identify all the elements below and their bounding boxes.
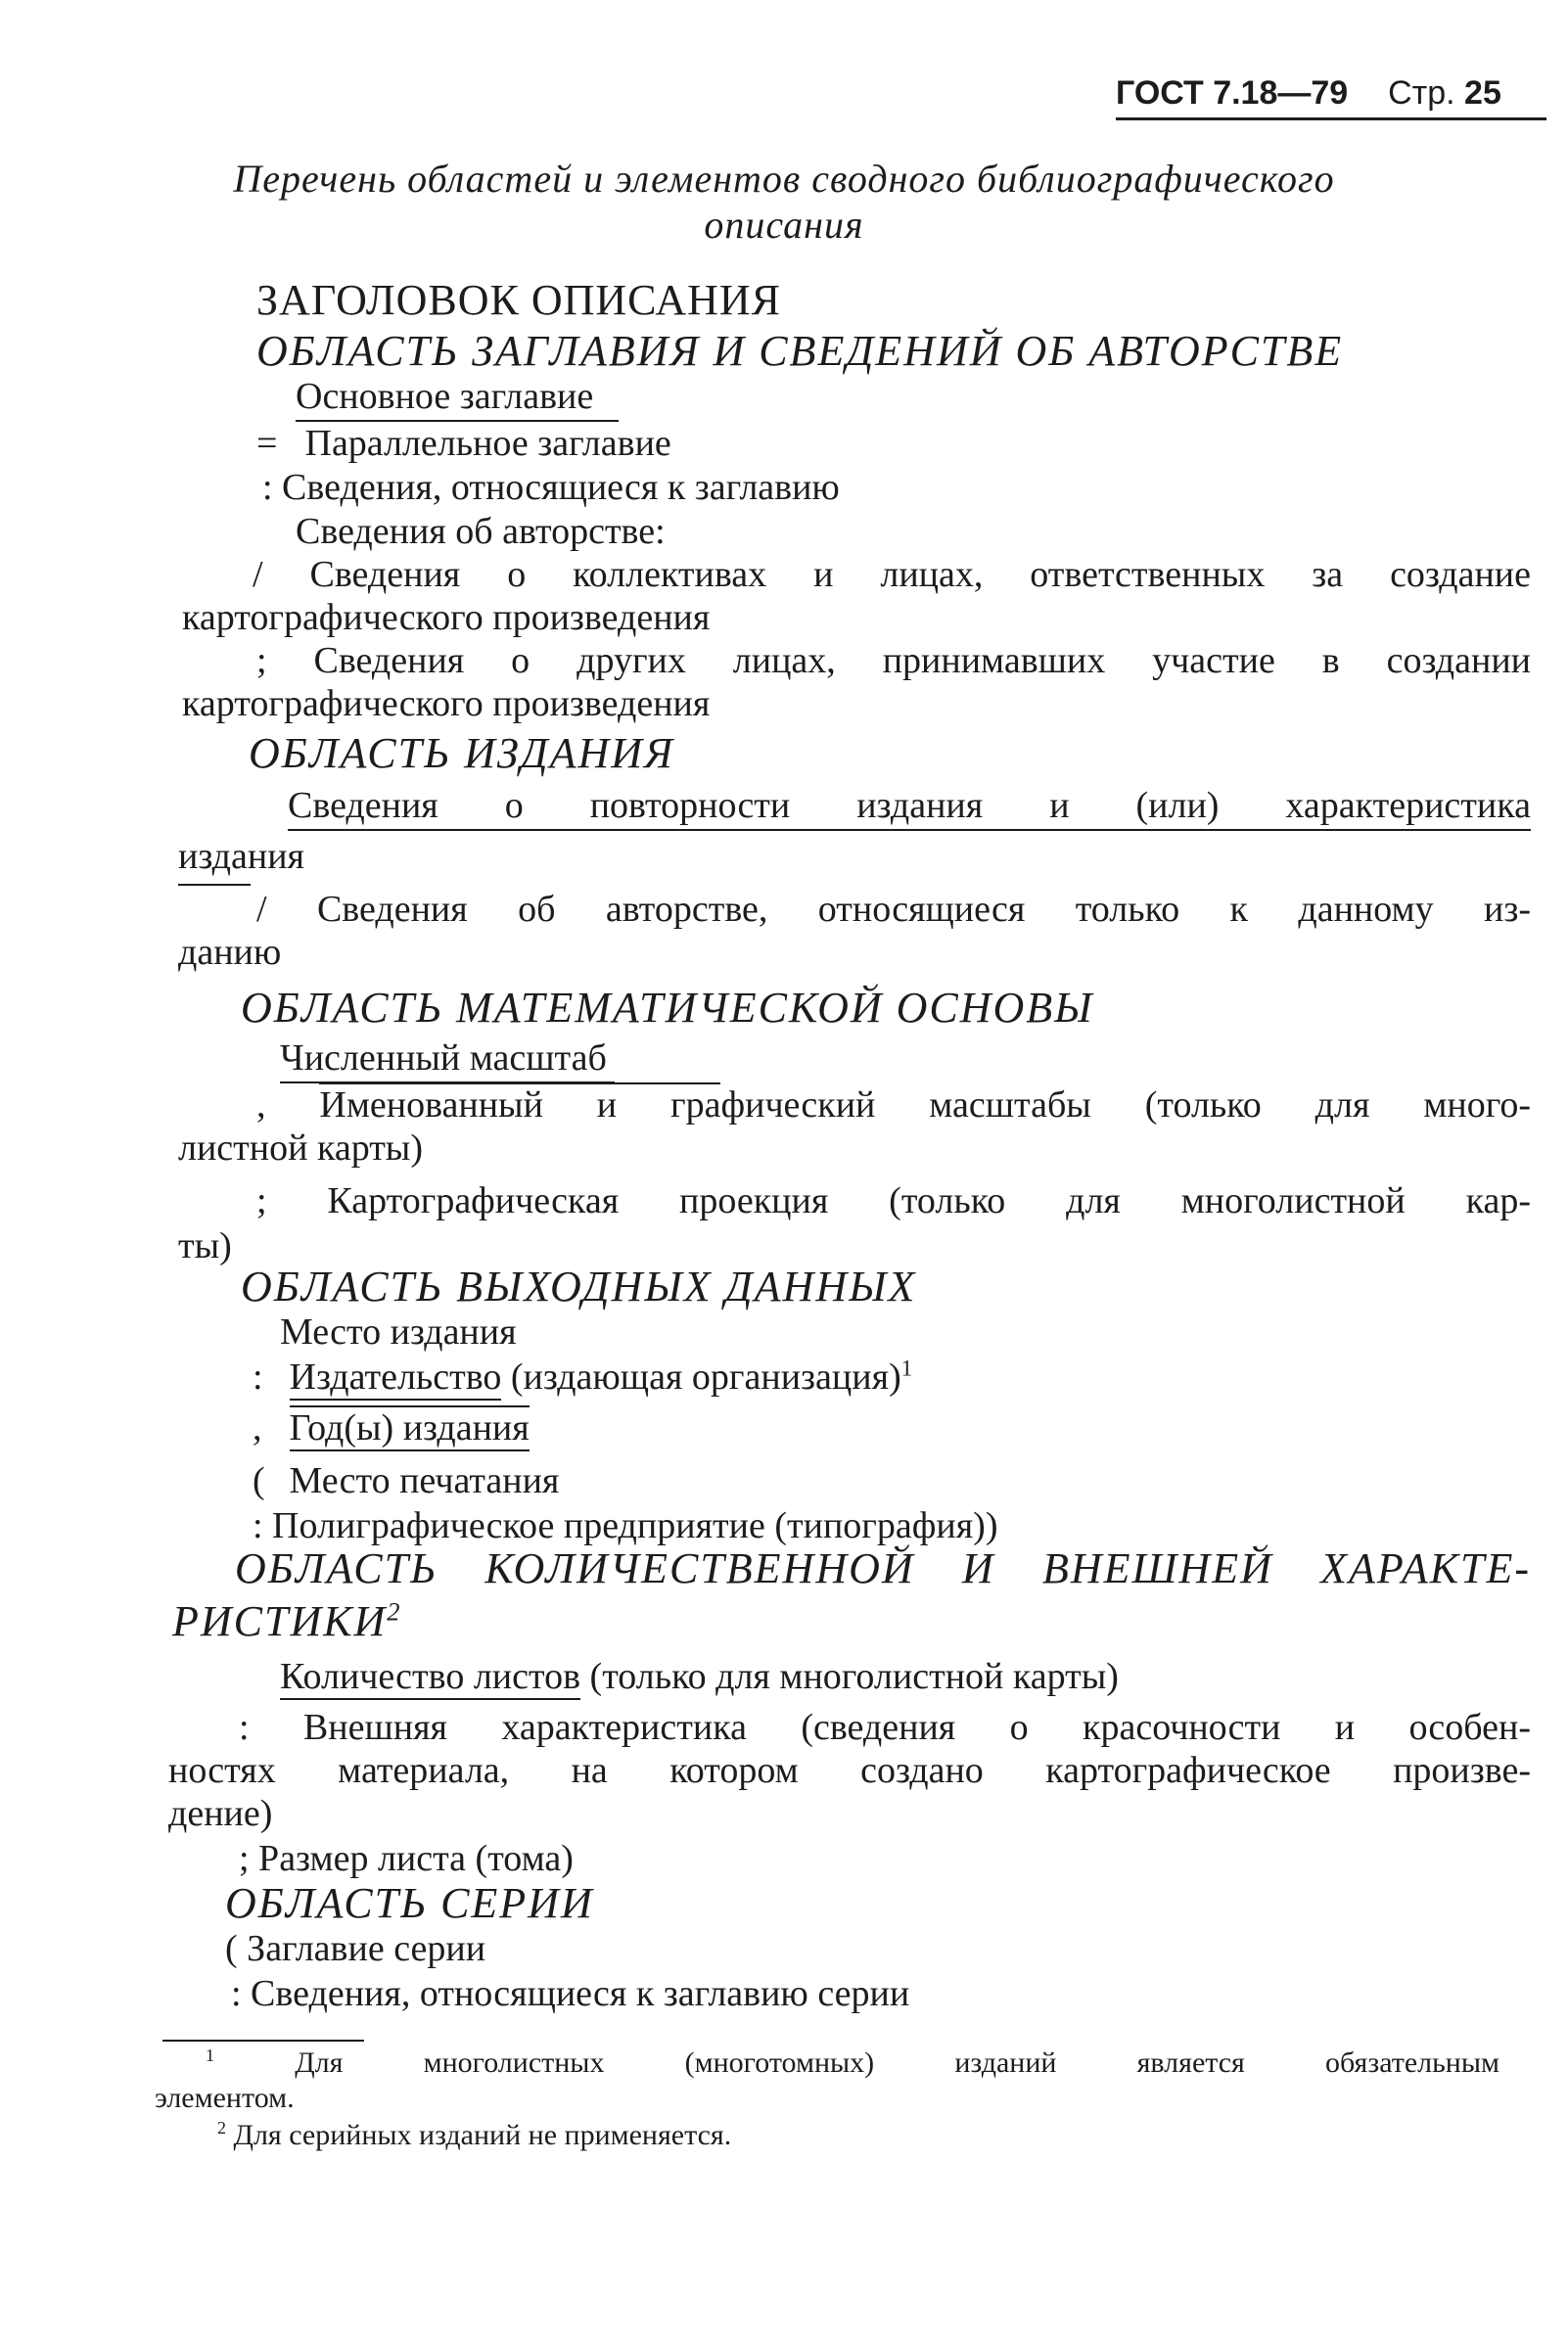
series-info-element: : Сведения, относящиеся к заглавию серии	[231, 1973, 910, 2014]
footnote-ref-2: 2	[387, 1596, 402, 1627]
projection-element: ; Картографическая проекция (только для многолистной кар-	[256, 1180, 1531, 1221]
footnote-2: $^2$ Для серийных изданий не применяется.	[217, 2118, 732, 2151]
footnote-separator	[162, 2040, 364, 2042]
header-rule	[1116, 117, 1546, 120]
edition-authorship-element-cont: данию	[178, 932, 282, 973]
edition-authorship-element: / Сведения об авторстве, относящиеся только к данному из-	[256, 889, 1531, 930]
page-title: Перечень областей и элементов сводного библиографического	[233, 157, 1335, 201]
other-persons-element-cont: картографического произведения	[182, 683, 711, 724]
parallel-title-element: = Параллельное заглавие	[256, 423, 671, 464]
external-element-end: дение)	[168, 1793, 273, 1834]
equals-sign: =	[256, 423, 278, 464]
page-number: 25	[1464, 74, 1501, 112]
page-title-cont: описания	[704, 203, 864, 247]
numeric-scale-element: Численный масштаб	[280, 1035, 615, 1083]
other-persons-element: ; Сведения о других лицах, принимавших участие в создании	[256, 640, 1531, 681]
edition-statement-rule	[178, 884, 251, 886]
series-area-heading: ОБЛАСТЬ СЕРИИ	[225, 1879, 594, 1927]
responsible-element: / Сведения о коллективах и лицах, ответственных за создание	[253, 554, 1531, 595]
year-element: , Год(ы) издания	[253, 1405, 530, 1450]
size-element: ; Размер листа (тома)	[239, 1838, 574, 1879]
other-title-info-element: : Сведения, относящиеся к заглавию	[262, 467, 840, 508]
physical-area-heading: ОБЛАСТЬ КОЛИЧЕСТВЕННОЙ И ВНЕШНЕЙ ХАРАКТЕ-	[235, 1544, 1531, 1592]
sheets-element: Количество листов (только для многолистной карты)	[280, 1654, 1119, 1699]
title-area-heading: ОБЛАСТЬ ЗАГЛАВИЯ И СВЕДЕНИЙ ОБ АВТОРСТВЕ	[256, 327, 1344, 375]
page-label: Стр.	[1388, 74, 1455, 112]
external-element: : Внешняя характеристика (сведения о красочности и особен-	[239, 1707, 1531, 1748]
series-title-element: ( Заглавие серии	[225, 1928, 486, 1969]
place-element: Место издания	[280, 1311, 517, 1353]
physical-area-heading-cont: РИСТИКИ$^2$	[172, 1596, 402, 1645]
footnote-1-cont: элементом.	[155, 2082, 295, 2114]
authorship-label: Сведения об авторстве:	[296, 511, 666, 552]
responsible-element-cont: картографического произведения	[182, 597, 711, 638]
math-area-heading: ОБЛАСТЬ МАТЕМАТИЧЕСКОЙ ОСНОВЫ	[241, 984, 1094, 1032]
edition-statement-element-cont: издания	[178, 836, 305, 877]
standard-code: ГОСТ 7.18—79	[1116, 74, 1349, 112]
imprint-area-heading: ОБЛАСТЬ ВЫХОДНЫХ ДАННЫХ	[241, 1263, 917, 1310]
footnote-1: $^1$ Для многолистных (многотомных) изданий является обязательным	[206, 2046, 1500, 2079]
description-heading: ЗАГОЛОВОК ОПИСАНИЯ	[256, 276, 781, 324]
external-element-cont: ностях материала, на котором создано картографическое произве-	[168, 1750, 1531, 1791]
named-scale-element: , Именованный и графический масштабы (только для много-	[256, 1084, 1532, 1126]
main-title-element: Основное заглавие	[296, 374, 619, 422]
named-scale-element-cont: листной карты)	[178, 1127, 423, 1169]
footnote-ref-1: 1	[900, 1356, 913, 1381]
document-header	[1116, 70, 1501, 115]
projection-element-cont: ты)	[178, 1225, 232, 1266]
publisher-element: : Издательство (издающая организация)$^1$	[253, 1355, 912, 1400]
edition-area-heading: ОБЛАСТЬ ИЗДАНИЯ	[249, 729, 674, 777]
printer-element: : Полиграфическое предприятие (типография))	[253, 1505, 998, 1546]
print-place-element: ( Место печатания	[253, 1460, 560, 1501]
edition-statement-element: Сведения о повторности издания и (или) характеристика	[288, 783, 1531, 831]
